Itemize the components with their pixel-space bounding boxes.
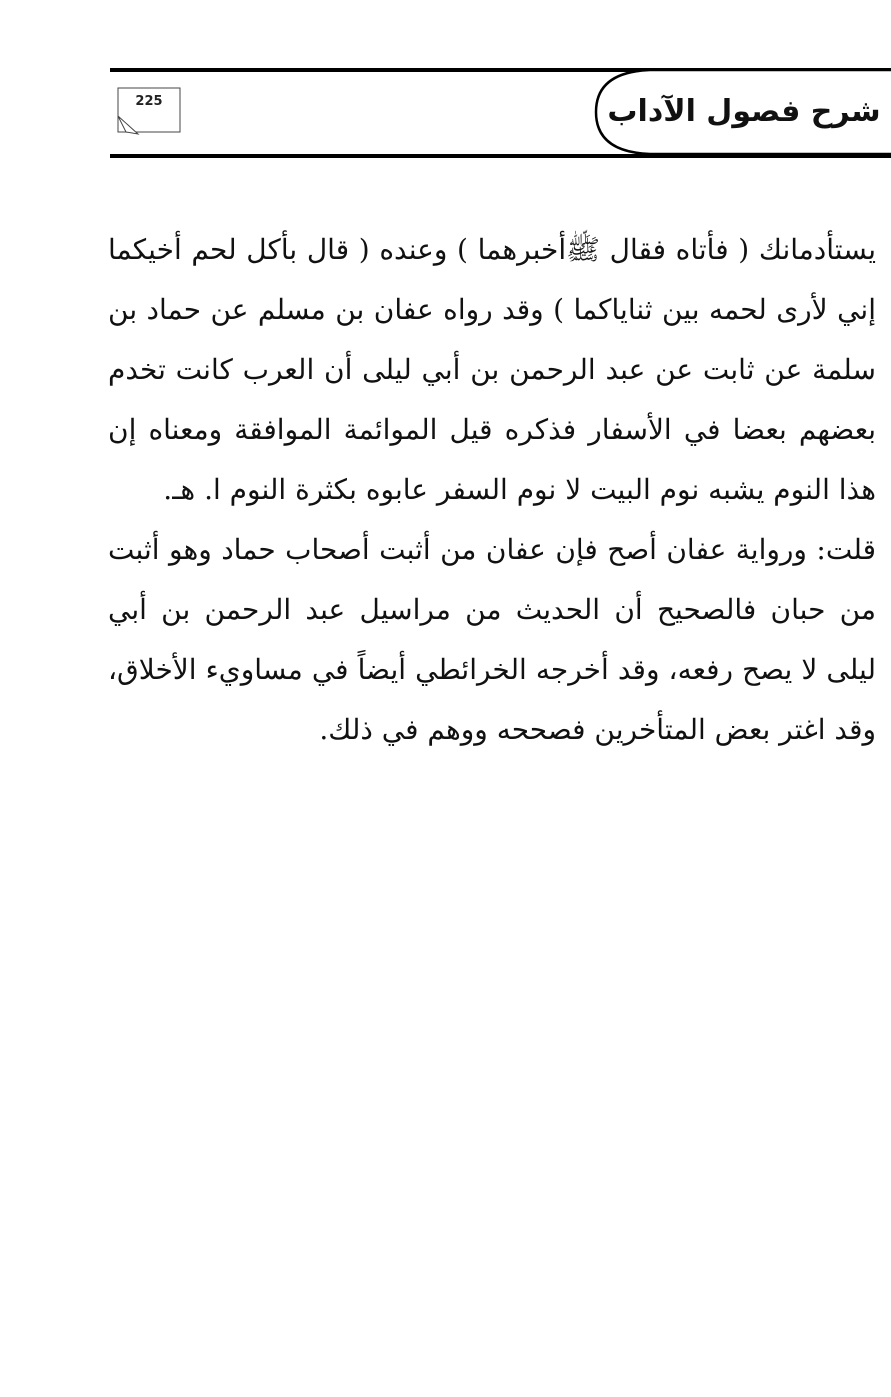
book-title: شرح فصول الآداب [607,93,881,129]
page-header [0,0,891,170]
paragraph-2: قلت: ورواية عفان أصح فإن عفان من أثبت أصحاب حماد وهو أثبت من حبان فالصحيح أن الحديث من مراسيل عبد الرحمن بن أبي ليلى لا يصح رفعه، وقد أخرجه الخرائطي أيضاً في مساويء الأخلاق، وقد اغتر بعض المتأخرين فصححه ووهم في ذلك. [108,533,876,746]
page-number: 225 [135,94,163,109]
paragraph-1: يستأدمانك ( فأتاه فقال ﷺأخبرهما ) وعنده ( قال بأكل لحم أخيكما إني لأرى لحمه بين ثناياكما ) وقد رواه عفان بن مسلم عن حماد بن سلمة عن ثابت عن عبد الرحمن بن أبي ليلى أن العرب كانت تخدم بعضهم بعضا في الأسفار فذكره قيل الموائمة الموافقة ومعناه إن هذا النوم يشبه نوم البيت لا نوم السفر عابوه بكثرة النوم ا. هـ. [108,233,876,506]
page-body [108,220,876,760]
